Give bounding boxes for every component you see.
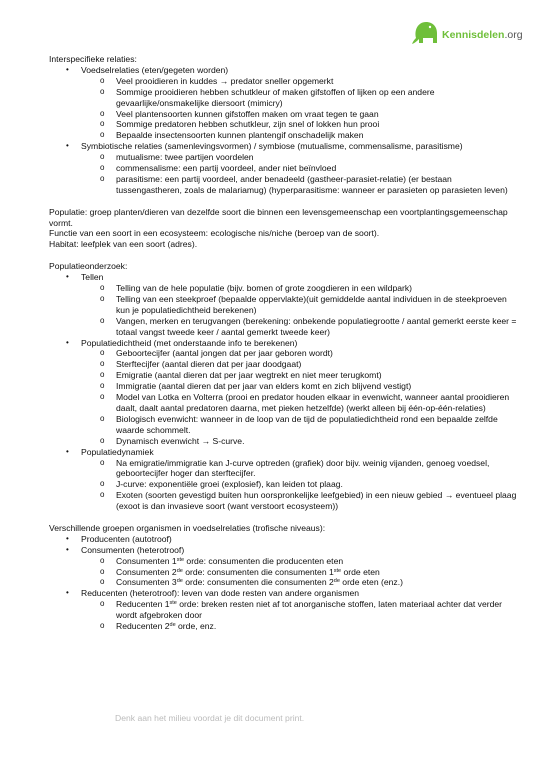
sub-bullet-item: [49, 370, 519, 381]
sub-bullet-icon: o: [100, 108, 105, 118]
paragraph: [49, 207, 519, 229]
line-text: Na emigratie/immigratie kan J-curve optreden (grafiek) door bijv. weinig vijanden, genoeg voedsel, geboortecijfer hoger dan sterftecijfer.: [116, 457, 490, 479]
bullet-icon: •: [66, 446, 69, 456]
sub-bullet-icon: o: [100, 577, 105, 587]
kennisdelen-logo: [408, 16, 528, 50]
sub-bullet-item: [49, 152, 519, 163]
sub-bullet-item: [49, 414, 519, 436]
sub-bullet-item: [49, 577, 519, 588]
line-text: Interspecifieke relaties:: [49, 54, 137, 64]
sub-bullet-icon: o: [100, 163, 105, 173]
sub-bullet-icon: o: [100, 479, 105, 489]
sub-bullet-item: [49, 316, 519, 338]
elephant-icon: [408, 16, 440, 46]
sub-bullet-icon: o: [100, 555, 105, 565]
sub-bullet-item: [49, 458, 519, 480]
text-run: Consumenten 3: [116, 577, 177, 588]
line-text: Geboortecijfer (aantal jongen dat per jaar geboren wordt): [116, 348, 333, 359]
sub-bullet-icon: o: [100, 152, 105, 162]
superscript: de: [176, 578, 183, 585]
sub-bullet-icon: o: [100, 315, 105, 325]
sub-bullet-item: [49, 567, 519, 578]
sub-bullet-item: [49, 381, 519, 392]
line-text: [116, 556, 343, 566]
sub-bullet-item: [49, 479, 519, 490]
line-text: Voedselrelaties (eten/gegeten worden): [81, 64, 229, 75]
line-text: [116, 567, 380, 577]
bullet-item: [49, 65, 519, 76]
text-run: orde: consumenten die consumenten 2: [182, 577, 334, 588]
sub-bullet-item: [49, 599, 519, 621]
line-text: J-curve: exponentiële groei (explosief), kan leiden tot plaag.: [116, 479, 343, 490]
superscript: ste: [169, 600, 177, 607]
sub-bullet-icon: o: [100, 293, 105, 303]
line-text: [116, 577, 403, 587]
sub-bullet-item: [49, 174, 519, 196]
line-text: Biologisch evenwicht: wanneer in de loop van de tijd de populatiedichtheid rond een bepaalde zelfde waarde schommelt.: [116, 413, 498, 435]
line-text: [116, 621, 216, 631]
text-run: orde, enz.: [175, 621, 217, 632]
line-text: Sommige predatoren hebben schutkleur, zijn snel of lokken hun prooi: [116, 119, 380, 130]
line-text: Symbiotische relaties (samenlevingsvormen) / symbiose (mutualisme, commensalisme, parasitisme): [81, 141, 463, 152]
bullet-icon: •: [66, 141, 69, 151]
sub-bullet-icon: o: [100, 392, 105, 402]
sub-bullet-icon: o: [100, 413, 105, 423]
paragraph: [49, 523, 519, 534]
sub-bullet-icon: o: [100, 348, 105, 358]
paragraph-spacer: [49, 250, 519, 261]
line-text: Sommige prooidieren hebben schutkleur of maken gifstoffen of lijken op een andere gevaarlijke/onsmakelijke diersoort (mimicry): [116, 86, 435, 108]
line-text: Bepaalde insectensoorten kunnen plantengif onschadelijk maken: [116, 130, 364, 141]
text-run: orde: breken resten niet af tot anorganische stoffen, laten materiaal achter dat verder wordt afgebroken door: [116, 599, 503, 621]
paragraph: [49, 239, 519, 250]
superscript: de: [176, 567, 183, 574]
sub-bullet-item: [49, 294, 519, 316]
sub-bullet-item: [49, 163, 519, 174]
text-run: Reducenten 1: [116, 599, 170, 610]
sub-bullet-item: [49, 283, 519, 294]
text-run: orde: consumenten die consumenten 1: [182, 566, 334, 577]
logo-wordmark: Kennisdelen.org: [442, 29, 523, 41]
line-text: Populatiedichtheid (met onderstaande info te berekenen): [81, 337, 298, 348]
line-text: Populatieonderzoek:: [49, 261, 128, 272]
line-text: Consumenten (heterotroof): [81, 544, 185, 555]
line-text: mutualisme: twee partijen voordelen: [116, 152, 254, 163]
bullet-item: [49, 534, 519, 545]
bullet-icon: •: [66, 533, 69, 543]
line-text: Immigratie (aantal dieren dat per jaar van elders komt en zich blijvend vestigt): [116, 381, 412, 392]
sub-bullet-item: [49, 109, 519, 120]
sub-bullet-icon: o: [100, 435, 105, 445]
superscript: de: [169, 622, 176, 629]
line-text: Exoten (soorten gevestigd buiten hun oorspronkelijke leefgebied) in een nieuw gebied → eventueel plaag (exoot is dan invasieve soort (want verstoort ecosysteem)): [116, 490, 517, 512]
sub-bullet-icon: o: [100, 599, 105, 609]
line-text: Habitat: leefplek van een soort (adres).: [49, 239, 198, 250]
line-text: Tellen: [81, 272, 104, 283]
sub-bullet-item: [49, 119, 519, 130]
sub-bullet-item: [49, 87, 519, 109]
line-text: [116, 599, 502, 620]
line-text: Telling van een steekproef (bepaalde oppervlakte)(uit gemiddelde aantal individuen in de steekproeven kun je populatiedichtheid berekenen): [116, 293, 507, 315]
superscript: ste: [176, 556, 185, 563]
line-text: Populatie: groep planten/dieren van dezelfde soort die binnen een levensgemeenschap een voortplantingsgemeenschap vormt.: [49, 206, 508, 228]
superscript: de: [333, 578, 340, 585]
sub-bullet-item: [49, 556, 519, 567]
sub-bullet-item: [49, 76, 519, 87]
sub-bullet-item: [49, 436, 519, 447]
line-text: parasitisme: een partij voordeel, ander benadeeld (gastheer-parasiet-relatie) (er bestaan tussengastheren, zoals de malariamug) (hyperparasitisme: wanneer er parasieten op parasieten leven): [116, 173, 508, 195]
text-run: orde eten (enz.): [339, 577, 403, 588]
sub-bullet-item: [49, 359, 519, 370]
sub-bullet-icon: o: [100, 621, 105, 631]
sub-bullet-icon: o: [100, 119, 105, 129]
text-run: orde eten: [341, 566, 380, 577]
sub-bullet-icon: o: [100, 75, 105, 85]
line-text: Reducenten (heterotroof): leven van dode resten van andere organismen: [81, 588, 360, 599]
footer-note: Denk aan het milieu voordat je dit document print.: [115, 713, 305, 723]
document-body: [49, 54, 519, 632]
sub-bullet-icon: o: [100, 86, 105, 96]
line-text: Veel prooidieren in kuddes → predator sneller opgemerkt: [116, 75, 334, 86]
line-text: Verschillende groepen organismen in voedselrelaties (trofische niveaus):: [49, 522, 326, 533]
sub-bullet-item: [49, 490, 519, 512]
sub-bullet-icon: o: [100, 381, 105, 391]
bullet-item: [49, 588, 519, 599]
sub-bullet-icon: o: [100, 359, 105, 369]
bullet-item: [49, 141, 519, 152]
bullet-icon: •: [66, 272, 69, 282]
sub-bullet-icon: o: [100, 457, 105, 467]
line-text: Vangen, merken en terugvangen (berekening: onbekende populatiegrootte / aantal gemerkt eerste keer = totaal vangst tweede keer / aantal gemerkt tweede keer): [116, 315, 517, 337]
bullet-icon: •: [66, 588, 69, 598]
bullet-icon: •: [66, 64, 69, 74]
line-text: Functie van een soort in een ecosysteem: ecologische nis/niche (beroep van de soort).: [49, 228, 380, 239]
line-text: Model van Lotka en Volterra (prooi en predator houden elkaar in evenwicht, wanneer aantal prooidieren daalt, daalt aantal predatoren daarna, met pieken hetzelfde) (werkt alleen bij één-op-één-relaties): [116, 392, 510, 413]
paragraph-spacer: [49, 512, 519, 523]
line-text: Dynamisch evenwicht → S-curve.: [116, 435, 245, 446]
paragraph: [49, 54, 519, 65]
line-text: Veel plantensoorten kunnen gifstoffen maken om vraat tegen te gaan: [116, 108, 379, 119]
sub-bullet-icon: o: [100, 490, 105, 500]
sub-bullet-item: [49, 392, 519, 414]
bullet-item: [49, 338, 519, 349]
sub-bullet-item: [49, 621, 519, 632]
bullet-item: [49, 272, 519, 283]
line-text: Populatiedynamiek: [81, 446, 154, 457]
line-text: Telling van de hele populatie (bijv. bomen of grote zoogdieren in een wildpark): [116, 283, 413, 293]
sub-bullet-icon: o: [100, 566, 105, 576]
line-text: Sterftecijfer (aantal dieren dat per jaar doodgaat): [116, 359, 302, 370]
superscript: ste: [333, 567, 342, 574]
paragraph: [49, 228, 519, 239]
text-run: Consumenten 1: [116, 555, 177, 566]
line-text: Producenten (autotroof): [81, 533, 172, 544]
text-run: orde: consumenten die producenten eten: [184, 555, 344, 566]
paragraph-spacer: [49, 196, 519, 207]
sub-bullet-item: [49, 348, 519, 359]
bullet-item: [49, 545, 519, 556]
paragraph: [49, 261, 519, 272]
sub-bullet-item: [49, 130, 519, 141]
line-text: Emigratie (aantal dieren dat per jaar wegtrekt en niet meer terugkomt): [116, 370, 382, 381]
sub-bullet-icon: o: [100, 283, 105, 292]
line-text: commensalisme: een partij voordeel, ander niet beïnvloed: [116, 163, 337, 174]
bullet-item: [49, 447, 519, 458]
sub-bullet-icon: o: [100, 370, 105, 380]
sub-bullet-icon: o: [100, 173, 105, 183]
bullet-icon: •: [66, 544, 69, 554]
bullet-icon: •: [66, 337, 69, 347]
text-run: Consumenten 2: [116, 566, 177, 577]
text-run: Reducenten 2: [116, 621, 170, 632]
sub-bullet-icon: o: [100, 130, 105, 140]
